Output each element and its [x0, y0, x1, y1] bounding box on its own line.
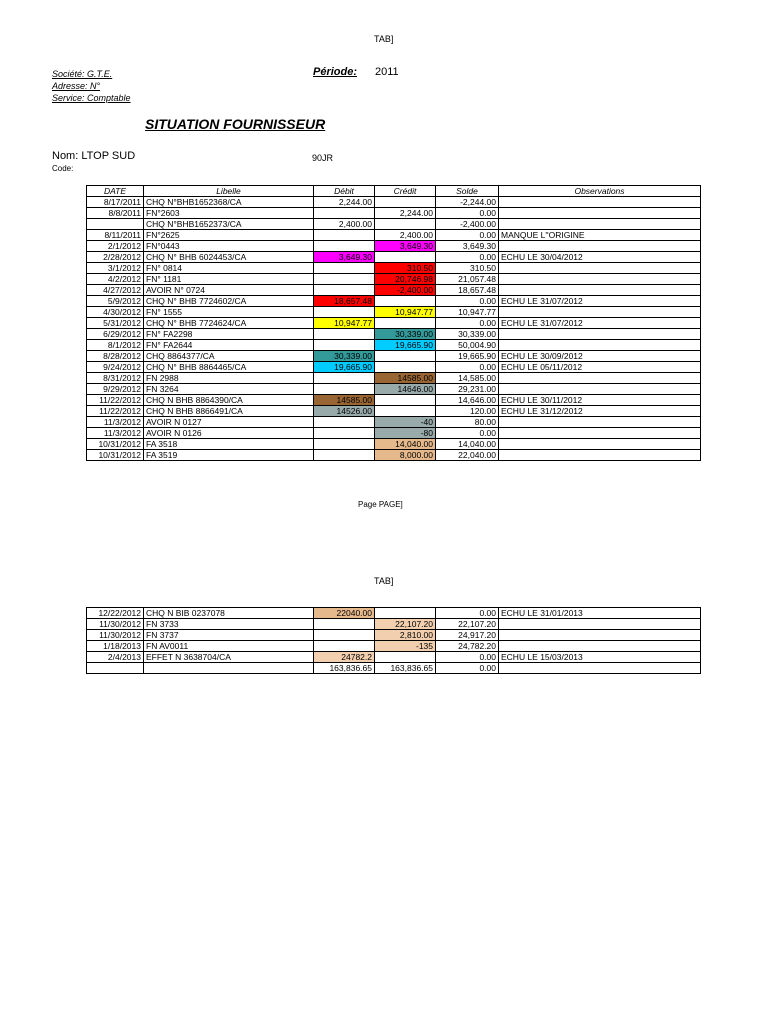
- ledger-date-cell: 4/27/2012: [87, 285, 144, 296]
- ledger-date-cell: 8/11/2011: [87, 230, 144, 241]
- ledger-row: [87, 296, 701, 307]
- ledger-row: [87, 351, 701, 362]
- ledger-row: [87, 663, 701, 674]
- ledger-date-cell: 9/29/2012: [87, 384, 144, 395]
- ledger-solde-cell: 14,040.00: [436, 439, 499, 450]
- ledger-row: [87, 340, 701, 351]
- ledger-debit-cell: [314, 417, 375, 428]
- ledger-solde-cell: 22,107.20: [436, 619, 499, 630]
- ledger-libelle-cell: FN°0443: [144, 241, 314, 252]
- ledger-solde-cell: 50,004.90: [436, 340, 499, 351]
- ledger-debit-cell: [314, 285, 375, 296]
- ledger-solde-cell: 22,040.00: [436, 450, 499, 461]
- ledger-observation-cell: [499, 197, 701, 208]
- header-solde: Solde: [436, 186, 499, 197]
- ledger-libelle-cell: FA 3519: [144, 450, 314, 461]
- ledger-observation-cell: [499, 619, 701, 630]
- ledger-libelle-cell: FN 2988: [144, 373, 314, 384]
- ledger-libelle-cell: CHQ N BHB 8864390/CA: [144, 395, 314, 406]
- ledger-observation-cell: [499, 263, 701, 274]
- ledger-observation-cell: [499, 340, 701, 351]
- ledger-date-cell: 4/2/2012: [87, 274, 144, 285]
- ledger-date-cell: 8/28/2012: [87, 351, 144, 362]
- ledger-date-cell: 8/17/2011: [87, 197, 144, 208]
- ledger-row: [87, 652, 701, 663]
- ledger-row: [87, 274, 701, 285]
- ledger-debit-cell: [314, 619, 375, 630]
- ledger-row: [87, 252, 701, 263]
- ledger-row: [87, 197, 701, 208]
- ledger-observation-cell: [499, 630, 701, 641]
- ledger-row: [87, 406, 701, 417]
- ledger-solde-cell: 0.00: [436, 252, 499, 263]
- ledger-credit-cell: 14,040.00: [375, 439, 436, 450]
- ledger-debit-cell: 24782.2: [314, 652, 375, 663]
- ledger-observation-cell: ECHU LE 31/12/2012: [499, 406, 701, 417]
- ledger-libelle-cell: [144, 663, 314, 674]
- ledger-observation-cell: [499, 439, 701, 450]
- ledger-observation-cell: ECHU LE 30/09/2012: [499, 351, 701, 362]
- ledger-solde-cell: 14,585.00: [436, 373, 499, 384]
- ledger-table-continued: [86, 607, 701, 674]
- ledger-observation-cell: [499, 219, 701, 230]
- tab-marker: TAB]: [374, 34, 394, 44]
- ledger-libelle-cell: FN° 1555: [144, 307, 314, 318]
- ledger-libelle-cell: EFFET N 3638704/CA: [144, 652, 314, 663]
- company-info: [52, 68, 131, 104]
- ledger-libelle-cell: FN 3737: [144, 630, 314, 641]
- ledger-date-cell: 2/1/2012: [87, 241, 144, 252]
- ledger-observation-cell: ECHU LE 31/07/2012: [499, 296, 701, 307]
- ledger-credit-cell: 310.50: [375, 263, 436, 274]
- ledger-credit-cell: [375, 318, 436, 329]
- ledger-solde-cell: 10,947.77: [436, 307, 499, 318]
- ledger-libelle-cell: CHQ N°BHB1652373/CA: [144, 219, 314, 230]
- ledger-libelle-cell: CHQ N BHB 8866491/CA: [144, 406, 314, 417]
- ledger-credit-cell: [375, 395, 436, 406]
- ledger-row: [87, 230, 701, 241]
- ledger-debit-cell: [314, 428, 375, 439]
- ledger-solde-cell: 24,782.20: [436, 641, 499, 652]
- ledger-row: [87, 241, 701, 252]
- ledger-observation-cell: ECHU LE 15/03/2013: [499, 652, 701, 663]
- ledger-date-cell: 8/1/2012: [87, 340, 144, 351]
- ledger-row: [87, 219, 701, 230]
- ledger-row: [87, 428, 701, 439]
- ledger-credit-cell: [375, 252, 436, 263]
- ledger-solde-cell: 0.00: [436, 663, 499, 674]
- ledger-libelle-cell: CHQ N BIB 0237078: [144, 608, 314, 619]
- ledger-libelle-cell: FN 3264: [144, 384, 314, 395]
- header-credit: Crédit: [375, 186, 436, 197]
- ledger-solde-cell: 80.00: [436, 417, 499, 428]
- ledger-debit-cell: [314, 373, 375, 384]
- ledger-debit-cell: 30,339.00: [314, 351, 375, 362]
- ledger-debit-cell: [314, 307, 375, 318]
- ledger-date-cell: 11/3/2012: [87, 428, 144, 439]
- ledger-solde-cell: -2,400.00: [436, 219, 499, 230]
- ledger-row: [87, 619, 701, 630]
- header-observations: Observations: [499, 186, 701, 197]
- ledger-date-cell: 11/22/2012: [87, 395, 144, 406]
- ledger-debit-cell: 19,665.90: [314, 362, 375, 373]
- ledger-debit-cell: [314, 208, 375, 219]
- ledger-observation-cell: [499, 428, 701, 439]
- ledger-date-cell: 4/30/2012: [87, 307, 144, 318]
- tab-marker-page2: TAB]: [374, 576, 394, 586]
- ledger-libelle-cell: FA 3518: [144, 439, 314, 450]
- ledger-credit-cell: 2,400.00: [375, 230, 436, 241]
- ledger-observation-cell: [499, 274, 701, 285]
- ledger-credit-cell: [375, 652, 436, 663]
- ledger-solde-cell: 0.00: [436, 652, 499, 663]
- ledger-date-cell: 9/24/2012: [87, 362, 144, 373]
- ledger-libelle-cell: FN° FA2298: [144, 329, 314, 340]
- ledger-date-cell: 10/31/2012: [87, 439, 144, 450]
- ledger-date-cell: 2/4/2013: [87, 652, 144, 663]
- ledger-libelle-cell: CHQ N° BHB 7724624/CA: [144, 318, 314, 329]
- ledger-observation-cell: ECHU LE 31/01/2013: [499, 608, 701, 619]
- ledger-solde-cell: 120.00: [436, 406, 499, 417]
- ledger-row: [87, 608, 701, 619]
- ledger-solde-cell: 21,057.48: [436, 274, 499, 285]
- ledger-solde-cell: 0.00: [436, 362, 499, 373]
- ledger-libelle-cell: CHQ 8864377/CA: [144, 351, 314, 362]
- supplier-reference: 90JR: [312, 153, 334, 163]
- ledger-credit-cell: 20,746.98: [375, 274, 436, 285]
- ledger-debit-cell: [314, 263, 375, 274]
- ledger-credit-cell: -40: [375, 417, 436, 428]
- ledger-credit-cell: -80: [375, 428, 436, 439]
- ledger-libelle-cell: FN° 0814: [144, 263, 314, 274]
- ledger-credit-cell: 14585.00: [375, 373, 436, 384]
- ledger-credit-cell: 8,000.00: [375, 450, 436, 461]
- ledger-row: [87, 307, 701, 318]
- ledger-observation-cell: [499, 241, 701, 252]
- ledger-row: [87, 318, 701, 329]
- ledger-date-cell: 8/31/2012: [87, 373, 144, 384]
- ledger-libelle-cell: CHQ N° BHB 8864465/CA: [144, 362, 314, 373]
- ledger-credit-cell: 19,665.90: [375, 340, 436, 351]
- ledger-solde-cell: 30,339.00: [436, 329, 499, 340]
- ledger-date-cell: 8/8/2011: [87, 208, 144, 219]
- ledger-table: [86, 185, 701, 461]
- ledger-row: [87, 630, 701, 641]
- ledger-date-cell: 2/28/2012: [87, 252, 144, 263]
- ledger-credit-cell: 163,836.65: [375, 663, 436, 674]
- ledger-libelle-cell: AVOIR N 0126: [144, 428, 314, 439]
- ledger-debit-cell: [314, 340, 375, 351]
- ledger-observation-cell: [499, 208, 701, 219]
- ledger-libelle-cell: FN°2603: [144, 208, 314, 219]
- ledger-row: [87, 450, 701, 461]
- header-libelle: Libelle: [144, 186, 314, 197]
- ledger-observation-cell: ECHU LE 30/11/2012: [499, 395, 701, 406]
- ledger-date-cell: 5/9/2012: [87, 296, 144, 307]
- header-date: DATE: [87, 186, 144, 197]
- ledger-observation-cell: [499, 450, 701, 461]
- ledger-solde-cell: 19,665.90: [436, 351, 499, 362]
- ledger-date-cell: [87, 663, 144, 674]
- ledger-libelle-cell: FN 3733: [144, 619, 314, 630]
- ledger-debit-cell: [314, 230, 375, 241]
- ledger-date-cell: [87, 219, 144, 230]
- ledger-observation-cell: ECHU LE 05/11/2012: [499, 362, 701, 373]
- ledger-debit-cell: [314, 439, 375, 450]
- ledger-libelle-cell: CHQ N°BHB1652368/CA: [144, 197, 314, 208]
- periode-value: 2011: [375, 66, 399, 78]
- ledger-row: [87, 362, 701, 373]
- ledger-solde-cell: 18,657.48: [436, 285, 499, 296]
- periode-label: Période:: [313, 66, 358, 78]
- ledger-credit-cell: [375, 362, 436, 373]
- ledger-debit-cell: [314, 274, 375, 285]
- ledger-libelle-cell: FN° 1181: [144, 274, 314, 285]
- ledger-credit-cell: 2,244.00: [375, 208, 436, 219]
- ledger-credit-cell: 14646.00: [375, 384, 436, 395]
- ledger-row: [87, 439, 701, 450]
- ledger-header-row: [87, 186, 701, 197]
- ledger-solde-cell: 0.00: [436, 428, 499, 439]
- ledger-debit-cell: 14585.00: [314, 395, 375, 406]
- ledger-debit-cell: [314, 630, 375, 641]
- supplier-name: Nom: LTOP SUD: [52, 150, 136, 162]
- ledger-solde-cell: 3,649.30: [436, 241, 499, 252]
- ledger-credit-cell: 22,107.20: [375, 619, 436, 630]
- ledger-solde-cell: 29,231.00: [436, 384, 499, 395]
- ledger-row: [87, 417, 701, 428]
- ledger-observation-cell: [499, 307, 701, 318]
- ledger-libelle-cell: AVOIR N° 0724: [144, 285, 314, 296]
- ledger-debit-cell: [314, 329, 375, 340]
- ledger-debit-cell: [314, 241, 375, 252]
- ledger-credit-cell: [375, 608, 436, 619]
- ledger-debit-cell: 10,947.77: [314, 318, 375, 329]
- ledger-debit-cell: 2,244.00: [314, 197, 375, 208]
- ledger-observation-cell: MANQUE L''ORIGINE: [499, 230, 701, 241]
- ledger-observation-cell: [499, 329, 701, 340]
- ledger-date-cell: 10/31/2012: [87, 450, 144, 461]
- ledger-solde-cell: 0.00: [436, 608, 499, 619]
- ledger-libelle-cell: CHQ N° BHB 6024453/CA: [144, 252, 314, 263]
- ledger-libelle-cell: FN° FA2644: [144, 340, 314, 351]
- page-footer: Page PAGE]: [358, 500, 403, 509]
- ledger-debit-cell: [314, 641, 375, 652]
- ledger-row: [87, 208, 701, 219]
- ledger-solde-cell: -2,244.00: [436, 197, 499, 208]
- ledger-debit-cell: [314, 450, 375, 461]
- ledger-credit-cell: 10,947.77: [375, 307, 436, 318]
- ledger-date-cell: 5/31/2012: [87, 318, 144, 329]
- ledger-credit-cell: 2,810.00: [375, 630, 436, 641]
- ledger-credit-cell: 30,339.00: [375, 329, 436, 340]
- ledger-credit-cell: [375, 197, 436, 208]
- ledger-date-cell: 11/3/2012: [87, 417, 144, 428]
- ledger-date-cell: 6/29/2012: [87, 329, 144, 340]
- societe-label: Société: G.T.E.: [52, 69, 113, 79]
- ledger-row: [87, 641, 701, 652]
- ledger-solde-cell: 310.50: [436, 263, 499, 274]
- ledger-debit-cell: 18,657.48: [314, 296, 375, 307]
- ledger-row: [87, 263, 701, 274]
- ledger-credit-cell: [375, 296, 436, 307]
- ledger-observation-cell: [499, 373, 701, 384]
- ledger-date-cell: 11/22/2012: [87, 406, 144, 417]
- ledger-date-cell: 11/30/2012: [87, 630, 144, 641]
- ledger-solde-cell: 0.00: [436, 208, 499, 219]
- ledger-row: [87, 395, 701, 406]
- ledger-date-cell: 3/1/2012: [87, 263, 144, 274]
- ledger-date-cell: 12/22/2012: [87, 608, 144, 619]
- ledger-debit-cell: 2,400.00: [314, 219, 375, 230]
- ledger-observation-cell: [499, 663, 701, 674]
- ledger-libelle-cell: AVOIR N 0127: [144, 417, 314, 428]
- ledger-date-cell: 11/30/2012: [87, 619, 144, 630]
- ledger-solde-cell: 0.00: [436, 318, 499, 329]
- ledger-observation-cell: [499, 641, 701, 652]
- ledger-observation-cell: [499, 285, 701, 296]
- service-label: Service: Comptable: [52, 93, 131, 103]
- ledger-credit-cell: [375, 351, 436, 362]
- ledger-solde-cell: 14,646.00: [436, 395, 499, 406]
- ledger-credit-cell: -135: [375, 641, 436, 652]
- ledger-debit-cell: 22040.00: [314, 608, 375, 619]
- ledger-debit-cell: 3,649.30: [314, 252, 375, 263]
- ledger-solde-cell: 24,917.20: [436, 630, 499, 641]
- ledger-observation-cell: ECHU LE 30/04/2012: [499, 252, 701, 263]
- ledger-date-cell: 1/18/2013: [87, 641, 144, 652]
- ledger-debit-cell: 163,836.65: [314, 663, 375, 674]
- supplier-code: Code:: [52, 164, 74, 173]
- ledger-libelle-cell: FN°2625: [144, 230, 314, 241]
- ledger-debit-cell: [314, 384, 375, 395]
- ledger-row: [87, 373, 701, 384]
- ledger-row: [87, 285, 701, 296]
- ledger-credit-cell: 3,649.30: [375, 241, 436, 252]
- ledger-credit-cell: [375, 219, 436, 230]
- ledger-row: [87, 329, 701, 340]
- header-debit: Débit: [314, 186, 375, 197]
- ledger-libelle-cell: FN AV0011: [144, 641, 314, 652]
- ledger-observation-cell: [499, 417, 701, 428]
- ledger-debit-cell: 14526.00: [314, 406, 375, 417]
- adresse-label: Adresse: N°: [52, 81, 101, 91]
- ledger-credit-cell: -2,400.00: [375, 285, 436, 296]
- ledger-libelle-cell: CHQ N° BHB 7724602/CA: [144, 296, 314, 307]
- document-title: SITUATION FOURNISSEUR: [145, 116, 326, 132]
- ledger-solde-cell: 0.00: [436, 230, 499, 241]
- ledger-solde-cell: 0.00: [436, 296, 499, 307]
- ledger-row: [87, 384, 701, 395]
- ledger-observation-cell: [499, 384, 701, 395]
- ledger-observation-cell: ECHU LE 31/07/2012: [499, 318, 701, 329]
- ledger-credit-cell: [375, 406, 436, 417]
